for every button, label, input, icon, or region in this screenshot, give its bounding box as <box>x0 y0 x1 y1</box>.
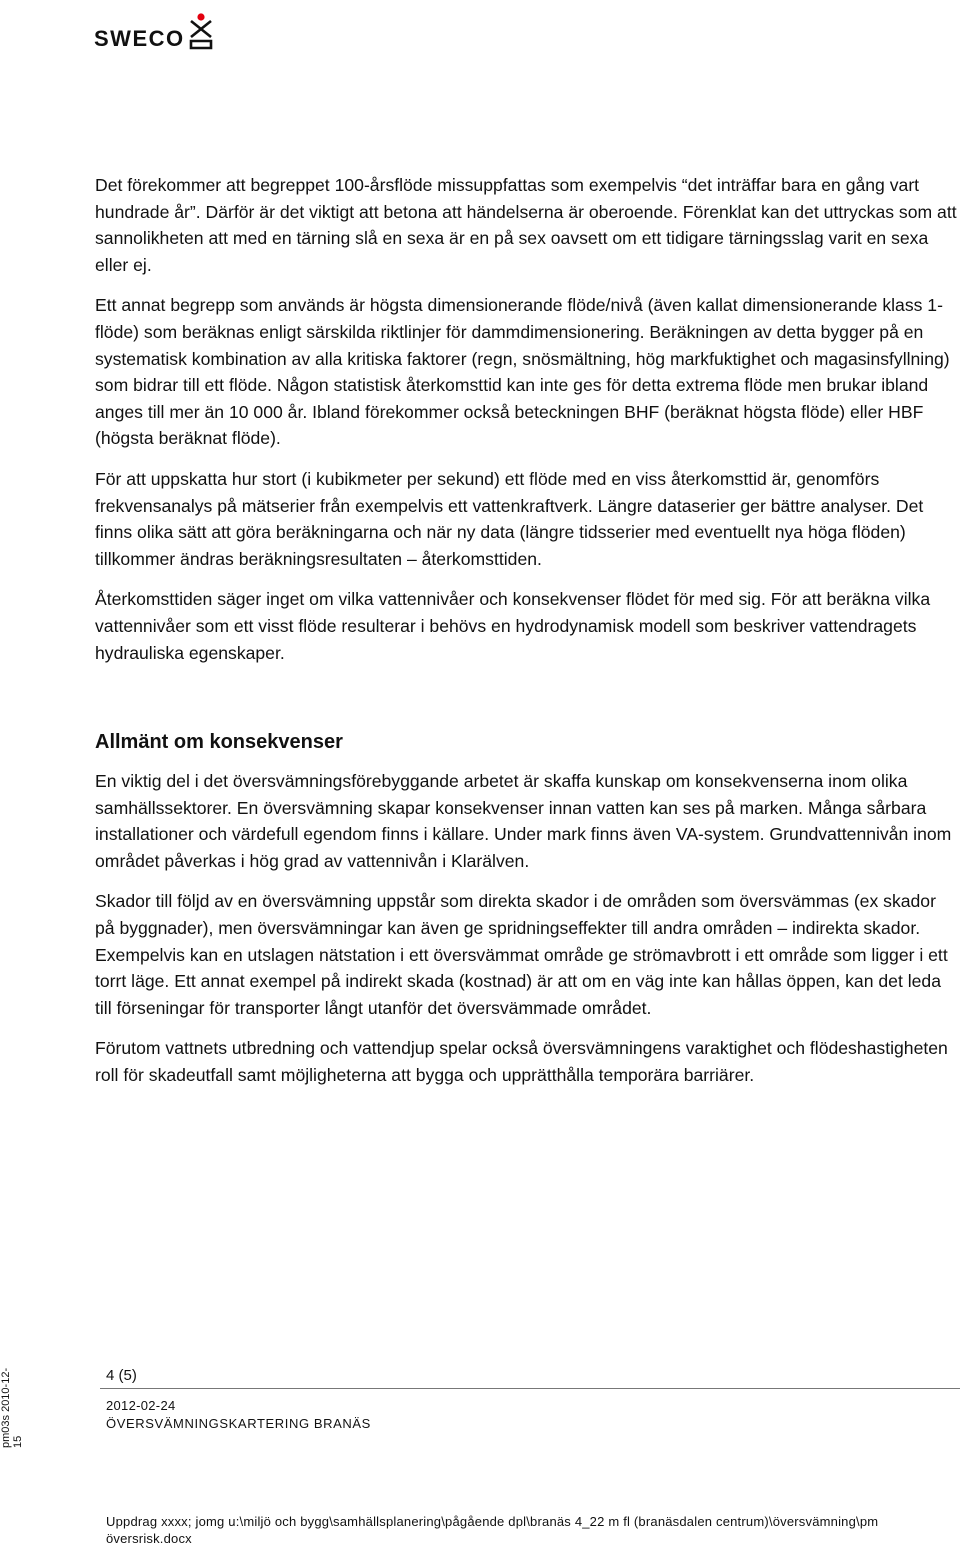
footer-divider <box>100 1388 960 1389</box>
section-heading: Allmänt om konsekvenser <box>95 731 343 754</box>
paragraph: Skador till följd av en översvämning uppstår som direkta skador i de områden som översvämmas (ex skador på byggnader), men översvämningar kan även ge spridningseffekter till andra områden – indirekta skador. Exempelvis kan en utslagen nätstation i ett översvämmat område ge strömavbrott i ett område som ligger i ett torrt läge. Ett annat exempel på indirekt skada (kostnad) är att om en väg inte kan hållas öppen, kan det leda till förseningar för transporter långt utanför det översvämmade området. <box>95 891 948 1018</box>
paragraph: Det förekommer att begreppet 100-årsflöde missuppfattas som exempelvis “det inträffar bara en gång vart hundrade år”. Därför är det viktigt att betona att händelserna är oberoende. Förenklat kan det uttryckas som att sannolikheten att med en tärning slå en sexa är en på sex oavsett om ett tidigare tärningsslag varit en sexa eller ej. <box>95 175 957 275</box>
logo-text: SWECO <box>94 26 185 51</box>
template-code: pm03s 2010-12-15 <box>0 1367 24 1448</box>
sweco-logo <box>94 4 214 50</box>
paragraph: För att uppskatta hur stort (i kubikmeter per sekund) ett flöde med en viss återkomsttid är, genomförs frekvensanalys på mätserier från exempelvis ett vattenkraftverk. Längre dataserier ger bättre analyser. Det finns olika sätt att göra beräkningarna och när ny data (längre tidsserier med eventuellt nya höga flöden) tillkommer ändras beräkningsresultaten – återkomsttiden. <box>95 468 924 569</box>
paragraph: Ett annat begrepp som används är högsta dimensionerande flöde/nivå (även kallat dimensionerande klass 1-flöde) som beräknas enligt särskilda riktlinjer för dammdimensionering. Beräkningen av detta bygger på en systematisk kombination av alla kritiska faktorer (regn, snösmältning, hög markfuktighet och magasinsfyllning) som bidrar till ett flöde. Någon statistisk återkomsttid kan inte ges för detta extrema flöde men brukar ibland anges till mer än 10 000 år. Ibland förekommer också beteckningen BHF (beräknat högsta flöde) eller HBF (högsta beräknat flöde). <box>95 295 950 449</box>
document-body <box>95 172 960 1103</box>
document-date: 2012-02-24 <box>106 1398 176 1413</box>
paragraph: Förutom vattnets utbredning och vattendjup spelar också översvämningens varaktighet och flödeshastigheten roll för skadeutfall samt möjligheterna att bygga och upprätthålla temporära barriärer. <box>95 1038 948 1086</box>
sweco-person-icon <box>188 10 214 50</box>
paragraph: En viktig del i det översvämningsförebyggande arbetet är skaffa kunskap om konsekvenserna inom olika samhällssektorer. En översvämning skapar konsekvenser innan vatten kan ses på marken. Många sårbara installationer och värdefull egendom finns i källare. Under mark finns även VA-system. Grundvattennivån inom området påverkas i hög grad av vattennivån i Klarälven. <box>95 771 952 871</box>
file-path: Uppdrag xxxx; jomg u:\miljö och bygg\samhällsplanering\pågående dpl\branäs 4_22 m fl (branäsdalen centrum)\översvämning\pm översrisk.docx <box>106 1514 879 1546</box>
paragraph: Återkomsttiden säger inget om vilka vattennivåer och konsekvenser flödet för med sig. För att beräkna vilka vattennivåer som ett visst flöde resulterar i behövs en hydrodynamisk modell som beskriver vattendragets hydrauliska egenskaper. <box>95 589 931 663</box>
page-number: 4 (5) <box>106 1367 137 1384</box>
document-title: ÖVERSVÄMNINGSKARTERING BRANÄS <box>106 1416 371 1431</box>
